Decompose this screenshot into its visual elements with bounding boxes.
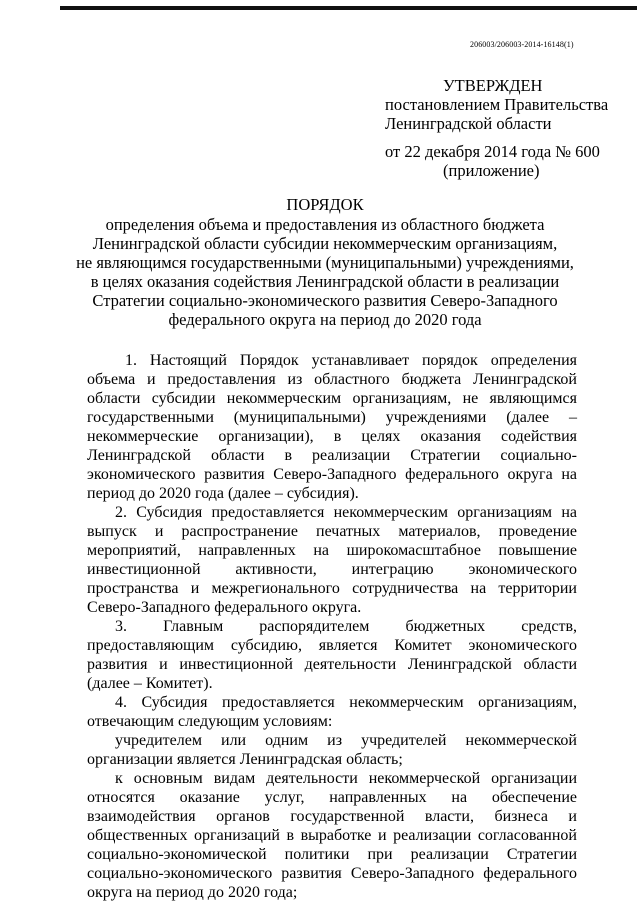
condition-2: к основным видам деятельности некоммерческой организации относятся оказание услуг, направленных на обеспечение взаимодействия органов государственной власти, бизнеса и общественных организаций в выработке и реализации согласованной социально-экономической политики при реализации Стратегии социально-экономического развития Северо-Западного федерального округа на период до 2020 года; <box>87 770 577 901</box>
subtitle-line: не являющимся государственными (муниципальными) учреждениями, <box>76 253 574 272</box>
approval-title: УТВЕРЖДЕН <box>443 76 543 95</box>
paragraph-3: 3. Главным распорядителем бюджетных средств, предоставляющим субсидию, является Комитет экономического развития и инвестиционной деятельности Ленинградской области (далее – Комитет). <box>87 618 577 692</box>
condition-1: учредителем или одним из учредителей некоммерческой организации является Ленинградская область; <box>87 732 577 768</box>
document-title: ПОРЯДОК <box>286 195 364 214</box>
subtitle-line: определения объема и предоставления из областного бюджета <box>105 215 545 234</box>
document-title-block <box>60 195 590 329</box>
document-code: 206003/206003-2014-16148(1) <box>470 40 574 49</box>
paragraph-1: 1. Настоящий Порядок устанавливает порядок определения объема и предоставления из областного бюджета Ленинградской области субсидии некоммерческим организациям, не являющимся государственными (муниципальными) учреждениями (далее – некоммерческие организации), в целях оказания содействия Ленинградской области в реализации Стратегии социально-экономического развития Северо-Западного федерального округа на период до 2020 года (далее – субсидия). <box>87 352 577 502</box>
subtitle-line: Ленинградской области субсидии некоммерческим организациям, <box>92 234 558 253</box>
subtitle-line: федерального округа на период до 2020 года <box>168 310 482 329</box>
subtitle-line: в целях оказания содействия Ленинградской области в реализации <box>90 272 560 291</box>
approval-stamp <box>385 76 615 180</box>
subtitle-line: Стратегии социально-экономического развития Северо-Западного <box>92 291 558 310</box>
approval-appendix: (приложение) <box>443 161 540 180</box>
approval-line-1: постановлением Правительства <box>385 95 609 114</box>
approval-date: от 22 декабря 2014 года № 600 <box>385 142 600 161</box>
approval-line-2: Ленинградской области <box>385 114 552 133</box>
top-border-line <box>60 6 637 10</box>
document-body <box>87 351 577 902</box>
paragraph-2: 2. Субсидия предоставляется некоммерческим организациям на выпуск и распространение печатных материалов, проведение мероприятий, направленных на широкомасштабное повышение инвестиционной активности, интеграцию экономического пространства и межрегионального сотрудничества на территории Северо-Западного федерального округа. <box>87 504 577 616</box>
paragraph-4: 4. Субсидия предоставляется некоммерческим организациям, отвечающим следующим условиям: <box>87 694 577 730</box>
